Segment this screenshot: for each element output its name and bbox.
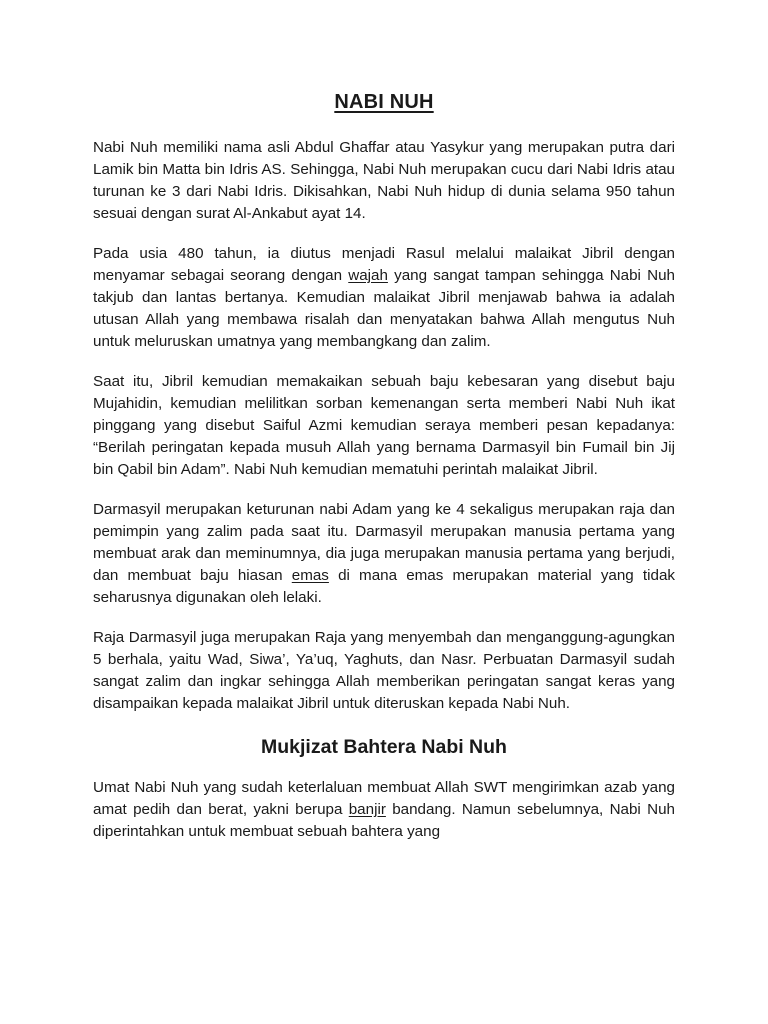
page-title: NABI NUH bbox=[334, 91, 434, 113]
paragraph-6-text-after: bandang. Namun sebelumnya, Nabi Nuh diperintahkan untuk membuat sebuah bahtera yang bbox=[93, 801, 675, 840]
paragraph-4-text-after: di mana emas merupakan material yang tidak seharusnya digunakan oleh lelaki. bbox=[93, 567, 675, 606]
paragraph-1: Nabi Nuh memiliki nama asli Abdul Ghaffar atau Yasykur yang merupakan putra dari Lamik bin Matta bin Idris AS. Sehingga, Nabi Nuh merupakan cucu dari Nabi Idris atau turunan ke 3 dari Nabi Idris. Dikisahkan, Nabi Nuh hidup di dunia selama 950 tahun sesuai dengan surat Al-Ankabut ayat 14. bbox=[93, 139, 675, 222]
paragraph-6-text-before: Umat Nabi Nuh yang sudah keterlaluan membuat Allah SWT mengirimkan azab yang amat pedih dan berat, yakni berupa bbox=[93, 779, 675, 818]
paragraph-4 bbox=[93, 499, 675, 609]
document-page bbox=[93, 88, 675, 861]
link-wajah[interactable]: wajah bbox=[348, 267, 388, 284]
section-heading: Mukjizat Bahtera Nabi Nuh bbox=[261, 736, 507, 758]
link-emas[interactable]: emas bbox=[291, 567, 329, 584]
paragraph-2-text-after: yang sangat tampan sehingga Nabi Nuh takjub dan lantas bertanya. Kemudian malaikat Jibril menjawab bahwa ia adalah utusan Allah yang membawa risalah dan menyatakan bahwa Allah mengutus Nuh untuk meluruskan umatnya yang membangkang dan zalim. bbox=[93, 267, 675, 350]
paragraph-3: Saat itu, Jibril kemudian memakaikan sebuah baju kebesaran yang disebut baju Mujahidin, kemudian melilitkan sorban kemenangan serta memberi Nabi Nuh ikat pinggang yang disebut Saiful Azmi kemudian seraya memberi pesan kepadanya: “Berilah peringatan kepada musuh Allah yang bernama Darmasyil bin Fumail bin Jij bin Qabil bin Adam”. Nabi Nuh kemudian mematuhi perintah malaikat Jibril. bbox=[93, 373, 675, 478]
paragraph-5: Raja Darmasyil juga merupakan Raja yang menyembah dan menganggung-agungkan 5 berhala, yaitu Wad, Siwa’, Ya’uq, Yaghuts, dan Nasr. Perbuatan Darmasyil sudah sangat zalim dan ingkar sehingga Allah memberikan peringatan sangat keras yang disampaikan kepada malaikat Jibril untuk diteruskan kepada Nabi Nuh. bbox=[93, 629, 675, 712]
link-banjir[interactable]: banjir bbox=[348, 801, 386, 818]
paragraph-2-text-before: Pada usia 480 tahun, ia diutus menjadi Rasul melalui malaikat Jibril dengan menyamar sebagai seorang dengan bbox=[93, 245, 675, 284]
paragraph-6 bbox=[93, 777, 675, 843]
paragraph-4-text-before: Darmasyil merupakan keturunan nabi Adam yang ke 4 sekaligus merupakan raja dan pemimpin yang zalim pada saat itu. Darmasyil merupakan manusia pertama yang membuat arak dan meminumnya, dia juga merupakan manusia pertama yang berjudi, dan membuat baju hiasan bbox=[93, 501, 675, 584]
paragraph-2 bbox=[93, 243, 675, 353]
